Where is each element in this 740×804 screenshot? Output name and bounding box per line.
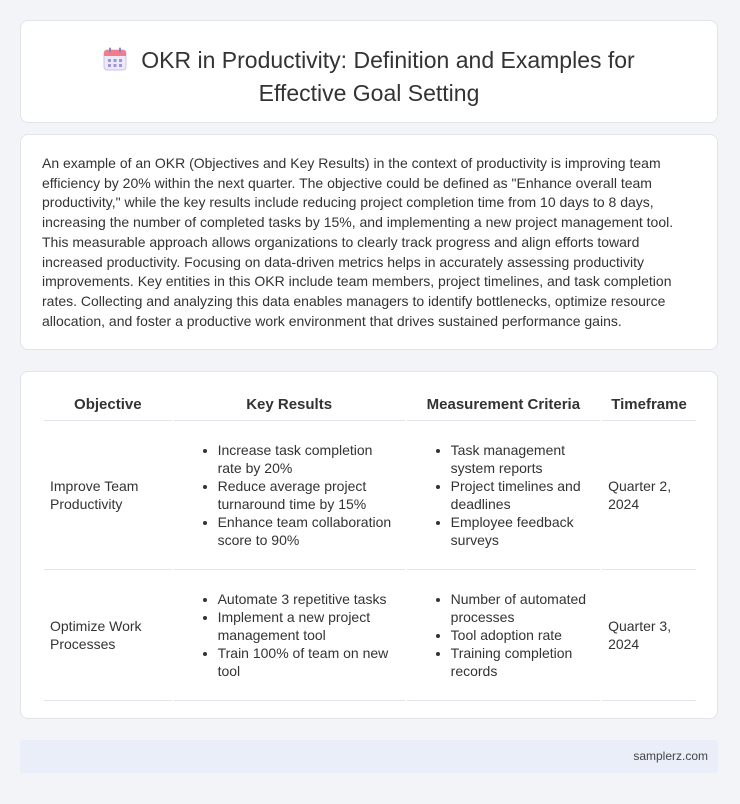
key-results-cell xyxy=(174,570,405,701)
list-item: • Train 100% of team on new tool xyxy=(218,644,399,680)
page-title-text: OKR in Productivity: Definition and Examples for Effective Goal Setting xyxy=(141,47,635,106)
header-key-results: Key Results xyxy=(174,390,405,421)
list-item: • Increase task completion rate by 20% xyxy=(218,441,399,477)
criteria-cell xyxy=(407,421,600,570)
list-item: • Reduce average project turnaround time by 15% xyxy=(218,477,399,513)
criteria-cell xyxy=(407,570,600,701)
list-item: • Tool adoption rate xyxy=(451,626,594,644)
footer-site-link[interactable]: samplerz.com xyxy=(633,749,708,763)
header-objective: Objective xyxy=(44,390,172,421)
list-item: • Task management system reports xyxy=(451,441,594,477)
footer xyxy=(20,740,718,773)
title-card xyxy=(20,20,718,123)
list-item: • Automate 3 repetitive tasks xyxy=(218,590,399,608)
table-row xyxy=(44,421,696,570)
intro-paragraph: An example of an OKR (Objectives and Key Results) in the context of productivity is improving team efficiency by 20% within the next quarter. The objective could be defined as "Enhance overall team productivity," while the key results include reducing project completion time from 10 days to 8 days, increasing the number of completed tasks by 15%, and implementing a new project management tool. This measurable approach allows organizations to clearly track progress and align efforts toward increased productivity. Focusing on data-driven metrics helps in accurately assessing productivity improvements. Key entities in this OKR include team members, project timelines, and task completion rates. Collecting and analyzing this data enables managers to identify bottlenecks, optimize resource allocation, and foster a productive work environment that drives sustained performance gains. xyxy=(42,155,674,329)
header-timeframe: Timeframe xyxy=(602,390,696,421)
okr-table xyxy=(42,390,698,701)
list-item: • Project timelines and deadlines xyxy=(451,477,594,513)
objective-cell: Improve Team Productivity xyxy=(44,421,172,570)
list-item: • Enhance team collaboration score to 90% xyxy=(218,513,399,549)
page-title xyxy=(81,45,657,108)
key-results-cell xyxy=(174,421,405,570)
intro-card xyxy=(20,134,718,350)
timeframe-cell: Quarter 2, 2024 xyxy=(602,421,696,570)
list-item: • Implement a new project management tool xyxy=(218,608,399,644)
list-item: • Training completion records xyxy=(451,644,594,680)
objective-cell: Optimize Work Processes xyxy=(44,570,172,701)
calendar-icon xyxy=(103,47,127,78)
timeframe-cell: Quarter 3, 2024 xyxy=(602,570,696,701)
list-item: • Employee feedback surveys xyxy=(451,513,594,549)
header-measurement-criteria: Measurement Criteria xyxy=(407,390,600,421)
table-row xyxy=(44,570,696,701)
list-item: • Number of automated processes xyxy=(451,590,594,626)
table-card xyxy=(20,371,718,719)
table-header-row xyxy=(44,390,696,421)
